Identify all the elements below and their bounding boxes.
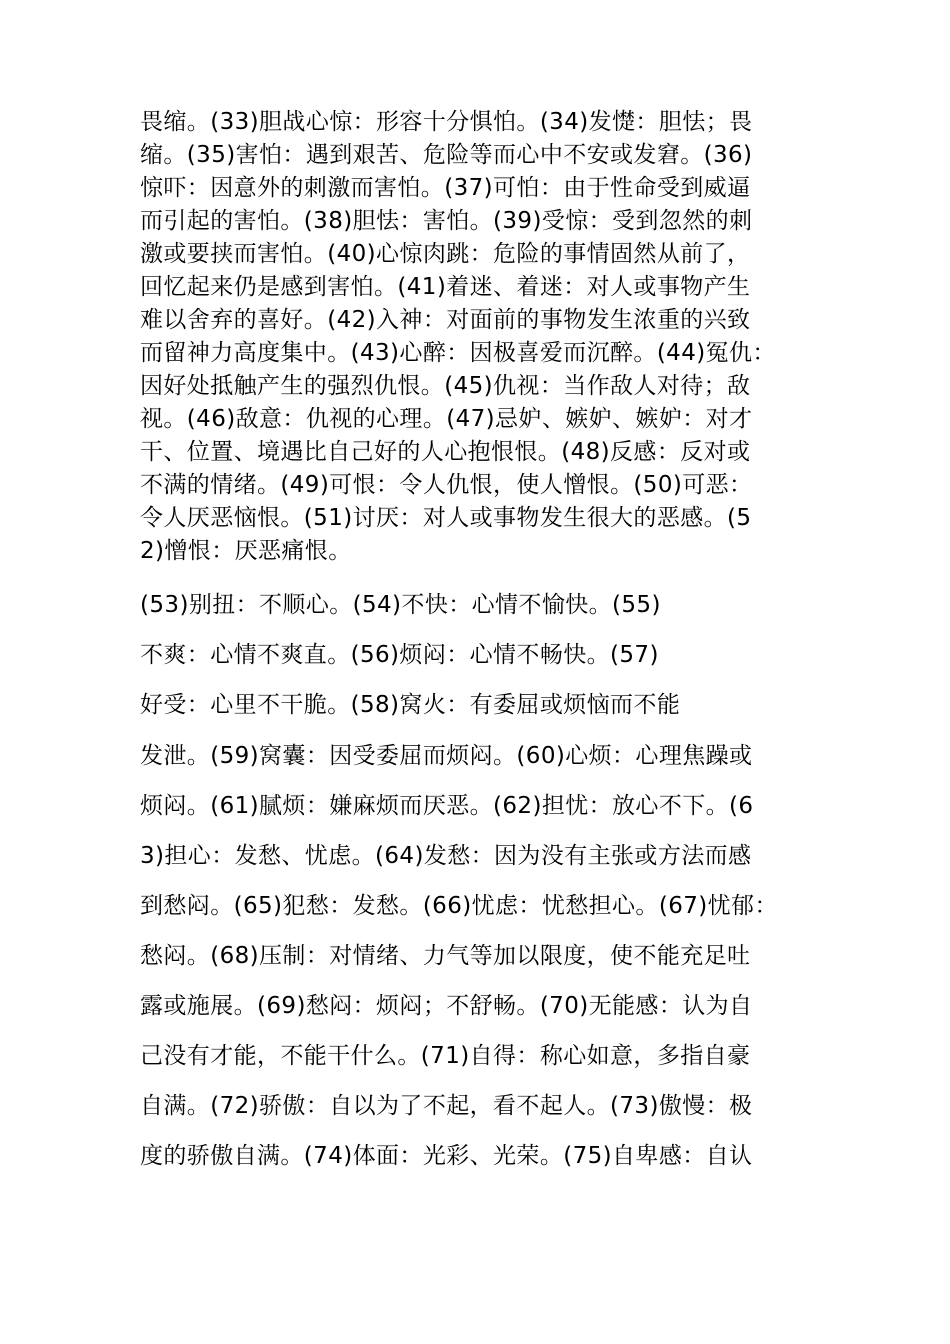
text-line: 视。(46)敌意：仇视的心理。(47)忌妒、嫉妒、嫉妒：对才 — [140, 406, 753, 432]
text-line: 露或施展。(69)愁闷：烦闷；不舒畅。(70)无能感：认为自 — [140, 993, 753, 1019]
text-line: 到愁闷。(65)犯愁：发愁。(66)忧虑：忧愁担心。(67)忧郁： — [140, 893, 778, 919]
text-line: 因好处抵触产生的强烈仇恨。(45)仇视：当作敌人对待；敌 — [140, 373, 751, 399]
text-line: 而引起的害怕。(38)胆怯：害怕。(39)受惊：受到忽然的刺 — [140, 208, 753, 234]
text-line: 难以舍弃的喜好。(42)入神：对面前的事物发生浓重的兴致 — [140, 307, 751, 333]
text-line: 令人厌恶恼恨。(51)讨厌：对人或事物发生很大的恶感。(5 — [140, 505, 752, 531]
text-line: 畏缩。(33)胆战心惊：形容十分惧怕。(34)发憷：胆怯；畏 — [140, 109, 753, 135]
text-line: 惊吓：因意外的刺激而害怕。(37)可怕：由于性命受到威逼 — [140, 175, 751, 201]
text-line: 缩。(35)害怕：遇到艰苦、危险等而心中不安或发窘。(36) — [140, 142, 753, 168]
text-line: 发泄。(59)窝囊：因受委屈而烦闷。(60)心烦：心理焦躁或 — [140, 743, 753, 769]
text-line: 度的骄傲自满。(74)体面：光彩、光荣。(75)自卑感：自认 — [140, 1143, 753, 1169]
text-line: 而留神力高度集中。(43)心醉：因极喜爱而沉醉。(44)冤仇： — [140, 340, 776, 366]
text-line: 烦闷。(61)腻烦：嫌麻烦而厌恶。(62)担忧：放心不下。(6 — [140, 793, 754, 819]
text-line: 愁闷。(68)压制：对情绪、力气等加以限度，使不能充足吐 — [140, 943, 751, 969]
text-line: 不满的情绪。(49)可恨：令人仇恨，使人憎恨。(50)可恶： — [140, 472, 753, 498]
text-line: 回忆起来仍是感到害怕。(41)着迷、着迷：对人或事物产生 — [140, 274, 751, 300]
text-line: 好受：心里不干脆。(58)窝火：有委屈或烦恼而不能 — [140, 692, 681, 718]
text-line: 自满。(72)骄傲：自以为了不起，看不起人。(73)傲慢：极 — [140, 1093, 753, 1119]
text-line: 不爽：心情不爽直。(56)烦闷：心情不畅快。(57) — [140, 642, 659, 668]
text-line: 干、位置、境遇比自己好的人心抱恨恨。(48)反感：反对或 — [140, 439, 751, 465]
text-line: 激或要挟而害怕。(40)心惊肉跳：危险的事情固然从前了， — [140, 241, 751, 267]
text-line: 3)担心：发愁、忧虑。(64)发愁：因为没有主张或方法而感 — [140, 843, 752, 869]
text-line: (53)别扭：不顺心。(54)不快：心情不愉快。(55) — [140, 592, 661, 618]
text-line: 己没有才能，不能干什么。(71)自得：称心如意，多指自豪 — [140, 1043, 751, 1069]
text-line: 2)憎恨：厌恶痛恨。 — [140, 538, 352, 564]
